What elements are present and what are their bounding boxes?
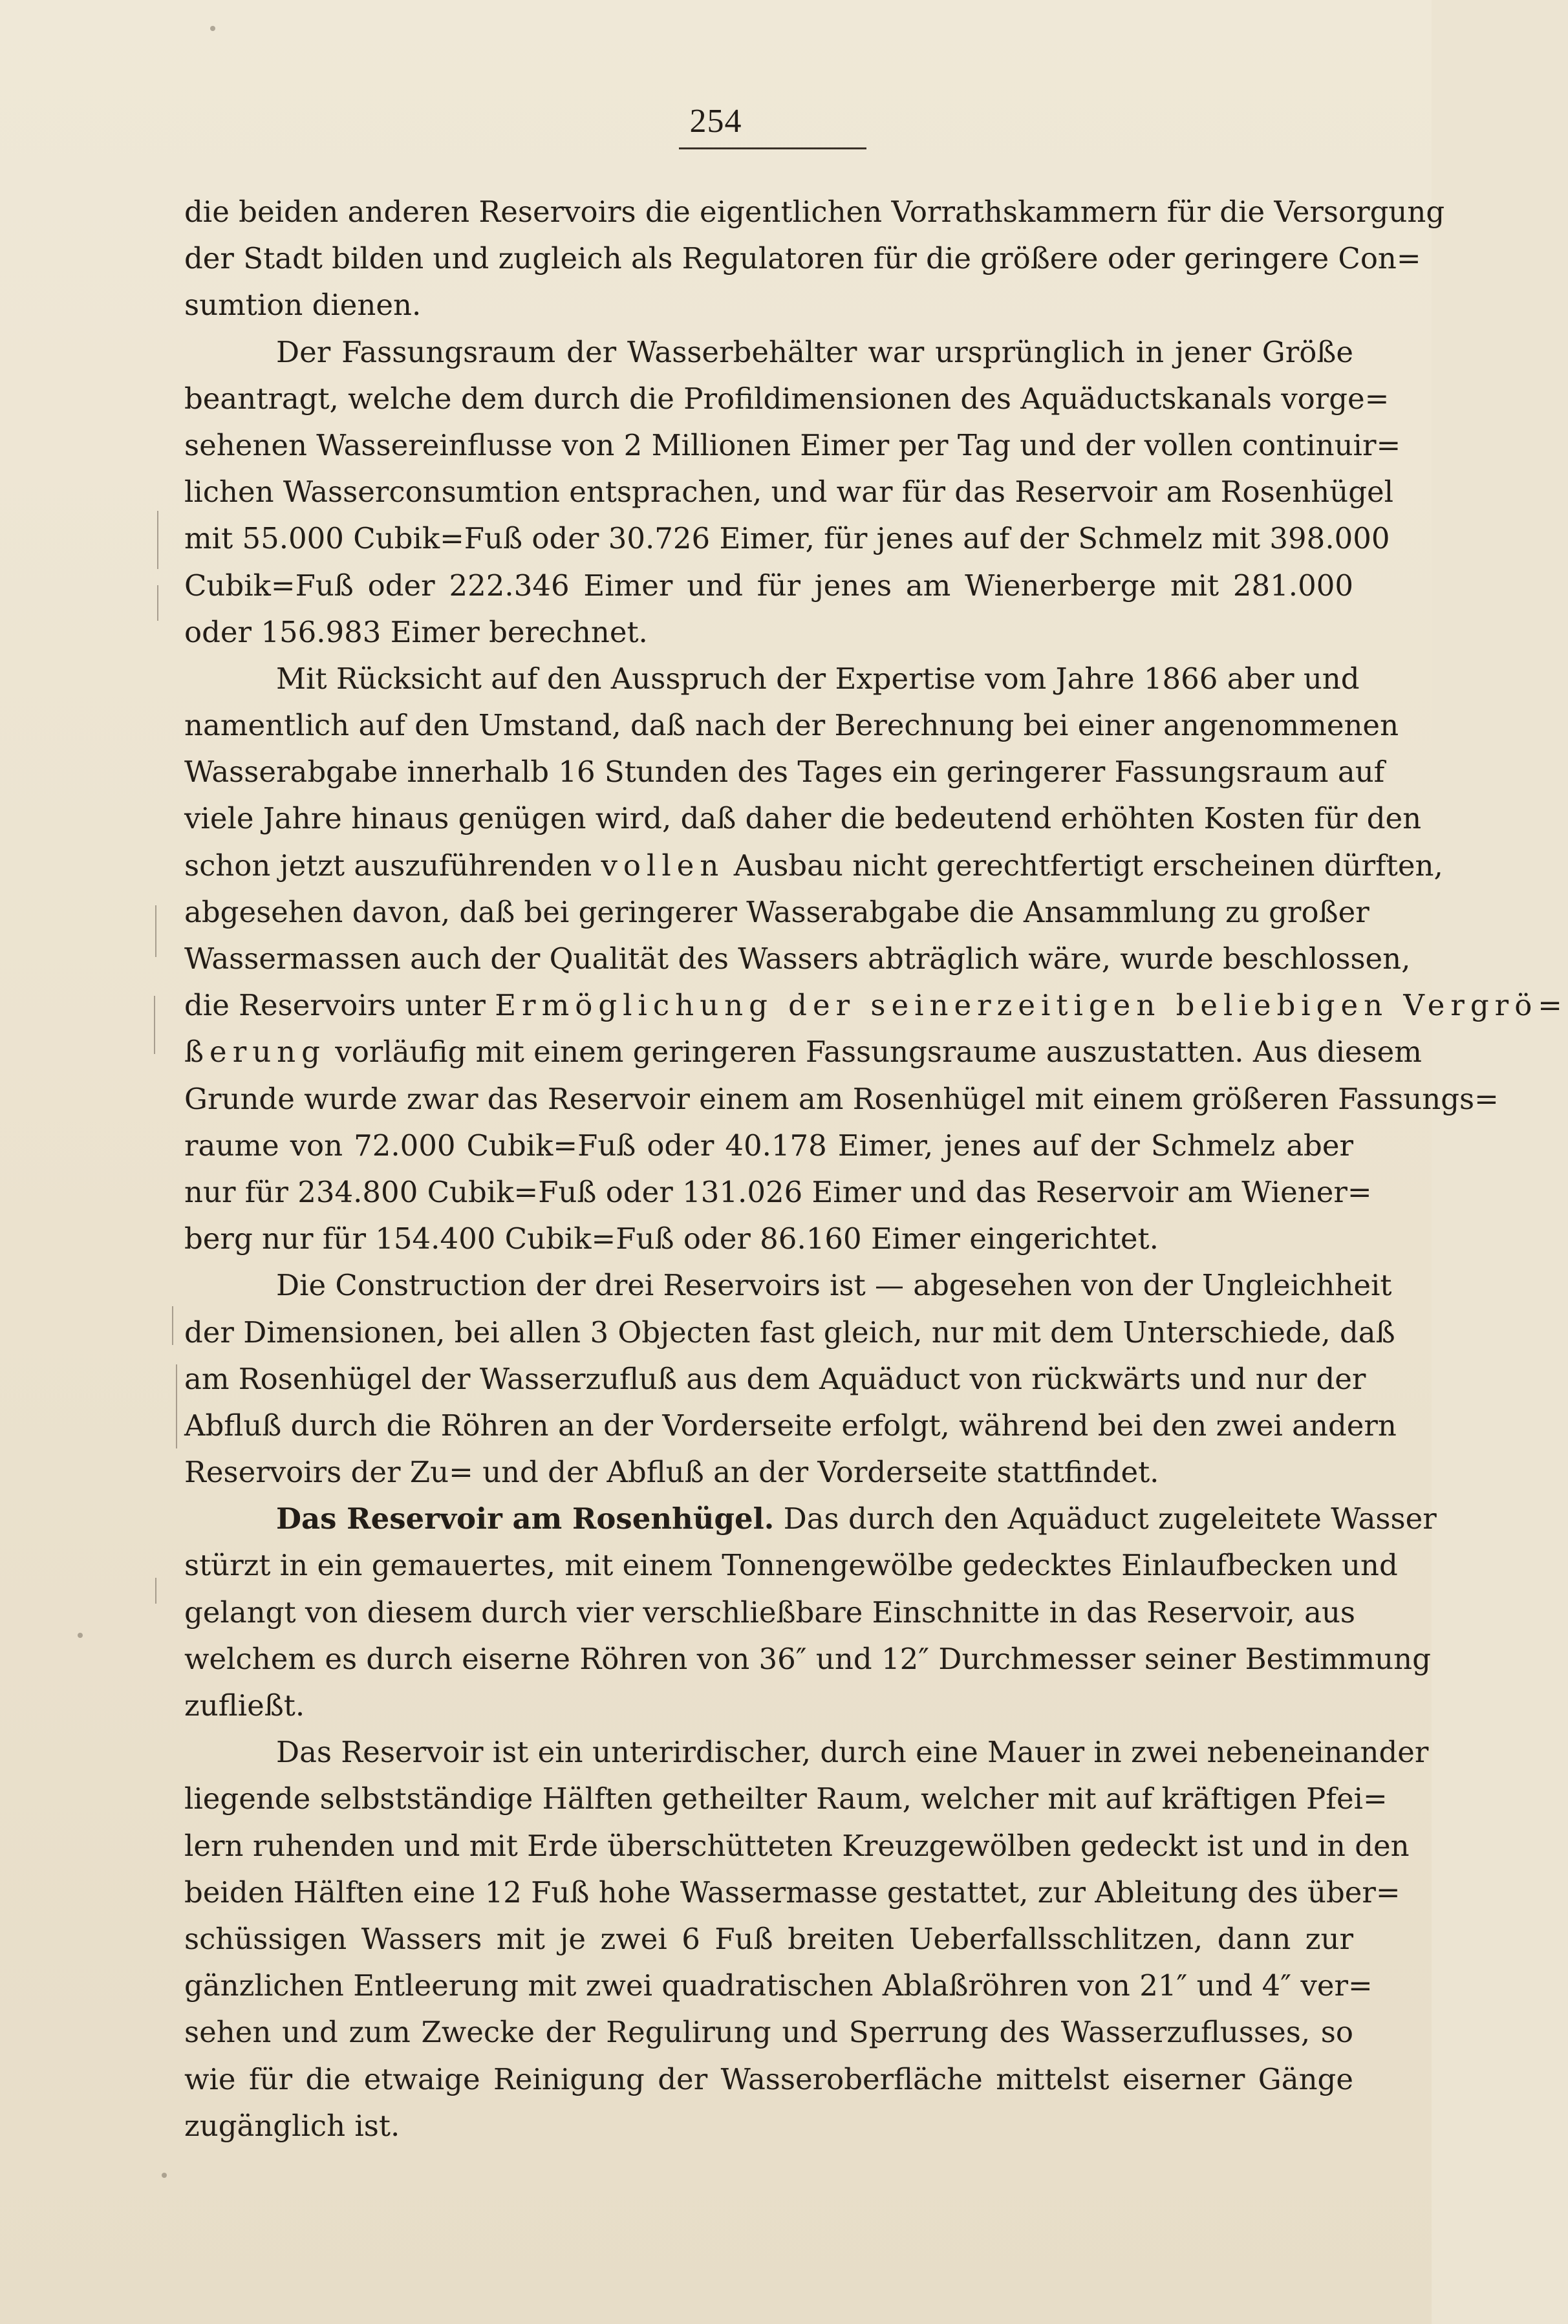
text-line: [184, 609, 1353, 656]
text-line: [184, 1216, 1353, 1262]
text-line: [184, 1496, 1437, 1542]
text-segment: schüssigen Wassers mit je zwei 6 Fuß breiten Ueberfallsschlitzen, dann zur: [184, 1921, 1353, 1956]
text-line: [184, 1356, 1366, 1403]
text-segment: abgesehen davon, daß bei geringerer Wasserabgabe die Ansammlung zu großer: [184, 894, 1369, 929]
text-line: [184, 1123, 1353, 1169]
text-segment: lichen Wasserconsumtion entsprachen, und war für das Reservoir am Rosenhügel: [184, 475, 1394, 510]
text-segment: der Stadt bilden und zugleich als Regulatoren für die größere oder geringere Con=: [184, 241, 1421, 276]
text-line: [184, 422, 1401, 469]
text-segment: Das Reservoir ist ein unterirdischer, durch eine Mauer in zwei nebeneinander: [276, 1735, 1429, 1770]
margin-mark: [157, 585, 158, 621]
section-heading: Das Reservoir am Rosenhügel.: [276, 1501, 775, 1536]
text-line: [184, 702, 1399, 749]
text-segment: Mit Rücksicht auf den Ausspruch der Expertise vom Jahre 1866 aber und: [276, 661, 1360, 696]
text-segment: Wassermassen auch der Qualität des Wassers abträglich wäre, wurde beschlossen,: [184, 941, 1411, 976]
text-segment: oder 156.983 Eimer berechnet.: [184, 614, 648, 649]
text-line: [184, 235, 1421, 282]
text-segment: raume von 72.000 Cubik=Fuß oder 40.178 Eimer, jenes auf der Schmelz aber: [184, 1128, 1353, 1163]
text-segment: zufließt.: [184, 1688, 305, 1723]
text-segment: berg nur für 154.400 Cubik=Fuß oder 86.160 Eimer eingerichtet.: [184, 1221, 1159, 1256]
text-line: [184, 2103, 1353, 2149]
text-line: [184, 1963, 1373, 2009]
text-segment: mit 55.000 Cubik=Fuß oder 30.726 Eimer, für jenes auf der Schmelz mit 398.000: [184, 521, 1390, 556]
text-segment: wie für die etwaige Reinigung der Wasseroberfläche mittelst eiserner Gänge: [184, 2061, 1353, 2096]
text-segment: Wasserabgabe innerhalb 16 Stunden des Tages ein geringerer Fassungsraum auf: [184, 755, 1385, 790]
text-segment: beiden Hälften eine 12 Fuß hohe Wassermasse gestattet, zur Ableitung des über=: [184, 1875, 1401, 1910]
text-line: [184, 329, 1353, 376]
text-line: [184, 795, 1422, 842]
page-number: 254: [689, 103, 742, 140]
text-line: [184, 1683, 1353, 1729]
text-segment: sumtion dienen.: [184, 288, 422, 323]
text-segment: sehen und zum Zwecke der Regulirung und Sperrung des Wasserzuflusses, so: [184, 2015, 1353, 2050]
header-rule: [679, 147, 866, 149]
text-line: [184, 1403, 1397, 1449]
text-segment: Cubik=Fuß oder 222.346 Eimer und für jenes am Wienerberge mit 281.000: [184, 568, 1353, 603]
text-segment: Der Fassungsraum der Wasserbehälter war ursprünglich in jener Größe: [276, 334, 1353, 369]
margin-mark: [155, 1578, 156, 1604]
margin-mark: [176, 1364, 177, 1448]
text-line: [184, 1636, 1431, 1683]
text-segment: Grunde wurde zwar das Reservoir einem am Rosenhügel mit einem größeren Fassungs=: [184, 1081, 1499, 1116]
text-line: [184, 1823, 1410, 1869]
text-segment: stürzt in ein gemauertes, mit einem Tonnengewölbe gedecktes Einlaufbecken und: [184, 1548, 1398, 1583]
margin-mark: [155, 905, 156, 957]
text-segment: vollen: [601, 848, 725, 883]
text-line: [184, 1776, 1388, 1822]
text-segment: sehenen Wassereinflusse von 2 Millionen Eimer per Tag und der vollen continuir=: [184, 427, 1401, 462]
text-line: [184, 376, 1390, 422]
text-line: [184, 1729, 1429, 1776]
text-line: [184, 889, 1369, 936]
text-segment: nur für 234.800 Cubik=Fuß oder 131.026 Eimer und das Reservoir am Wiener=: [184, 1174, 1372, 1209]
text-segment: vorläufig mit einem geringeren Fassungsraume auszustatten. Aus diesem: [325, 1035, 1422, 1070]
text-segment: gelangt von diesem durch vier verschließbare Einschnitte in das Reservoir, aus: [184, 1595, 1356, 1630]
text-segment: lern ruhenden und mit Erde überschütteten Kreuzgewölben gedeckt ist und in den: [184, 1828, 1410, 1863]
text-line: [184, 2056, 1353, 2103]
text-line: [184, 1029, 1422, 1075]
text-line: [184, 1076, 1499, 1123]
text-line: [184, 982, 1568, 1029]
margin-mark: [154, 996, 155, 1054]
text-line: [184, 189, 1445, 235]
text-line: [184, 843, 1443, 889]
text-line: [184, 656, 1360, 702]
text-line: [184, 749, 1385, 795]
text-segment: zugänglich ist.: [184, 2108, 400, 2143]
ink-dot: [210, 26, 215, 31]
text-line: [184, 2009, 1353, 2056]
text-line: [184, 515, 1390, 562]
text-segment: welchem es durch eiserne Röhren von 36″ und 12″ Durchmesser seiner Bestimmung: [184, 1641, 1431, 1676]
text-segment: die Reservoirs unter: [184, 988, 495, 1023]
text-segment: am Rosenhügel der Wasserzufluß aus dem Aquäduct von rückwärts und nur der: [184, 1361, 1366, 1396]
text-segment: Ermöglichung der seinerzeitigen beliebigen Vergrö=: [495, 988, 1568, 1023]
text-segment: die beiden anderen Reservoirs die eigentlichen Vorrathskammern für die Versorgung: [184, 195, 1445, 229]
text-line: [184, 469, 1394, 515]
text-line: [184, 1589, 1356, 1636]
text-segment: ßerung: [184, 1035, 326, 1070]
text-segment: Das durch den Aquäduct zugeleitete Wasser: [774, 1501, 1437, 1536]
text-line: [184, 1916, 1353, 1963]
body-text: [184, 189, 1568, 2149]
text-line: [184, 1869, 1401, 1916]
margin-mark: [157, 511, 158, 569]
text-line: [184, 1169, 1372, 1216]
text-line: [184, 1262, 1392, 1309]
text-segment: gänzlichen Entleerung mit zwei quadratischen Ablaßröhren von 21″ und 4″ ver=: [184, 1968, 1373, 2003]
text-line: [184, 563, 1353, 609]
text-segment: Reservoirs der Zu= und der Abfluß an der Vorderseite stattfindet.: [184, 1455, 1159, 1490]
text-segment: liegende selbstständige Hälften getheilter Raum, welcher mit auf kräftigen Pfei=: [184, 1781, 1388, 1816]
text-segment: Die Construction der drei Reservoirs ist — abgesehen von der Ungleichheit: [276, 1268, 1392, 1303]
text-segment: schon jetzt auszuführenden: [184, 848, 601, 883]
ink-dot: [78, 1633, 83, 1638]
text-line: [184, 1449, 1353, 1496]
text-segment: namentlich auf den Umstand, daß nach der Berechnung bei einer angenommenen: [184, 708, 1399, 743]
text-line: [184, 282, 1353, 328]
text-segment: der Dimensionen, bei allen 3 Objecten fast gleich, nur mit dem Unterschiede, daß: [184, 1315, 1395, 1350]
ink-dot: [162, 2173, 167, 2178]
text-segment: beantragt, welche dem durch die Profildimensionen des Aquäductskanals vorge=: [184, 381, 1390, 416]
text-line: [184, 1542, 1398, 1589]
text-segment: Ausbau nicht gerechtfertigt erscheinen dürften,: [724, 848, 1443, 883]
margin-mark: [172, 1306, 173, 1345]
text-segment: Abfluß durch die Röhren an der Vorderseite erfolgt, während bei den zwei andern: [184, 1408, 1397, 1443]
text-segment: viele Jahre hinaus genügen wird, daß daher die bedeutend erhöhten Kosten für den: [184, 801, 1422, 836]
text-line: [184, 936, 1411, 982]
text-line: [184, 1309, 1395, 1356]
